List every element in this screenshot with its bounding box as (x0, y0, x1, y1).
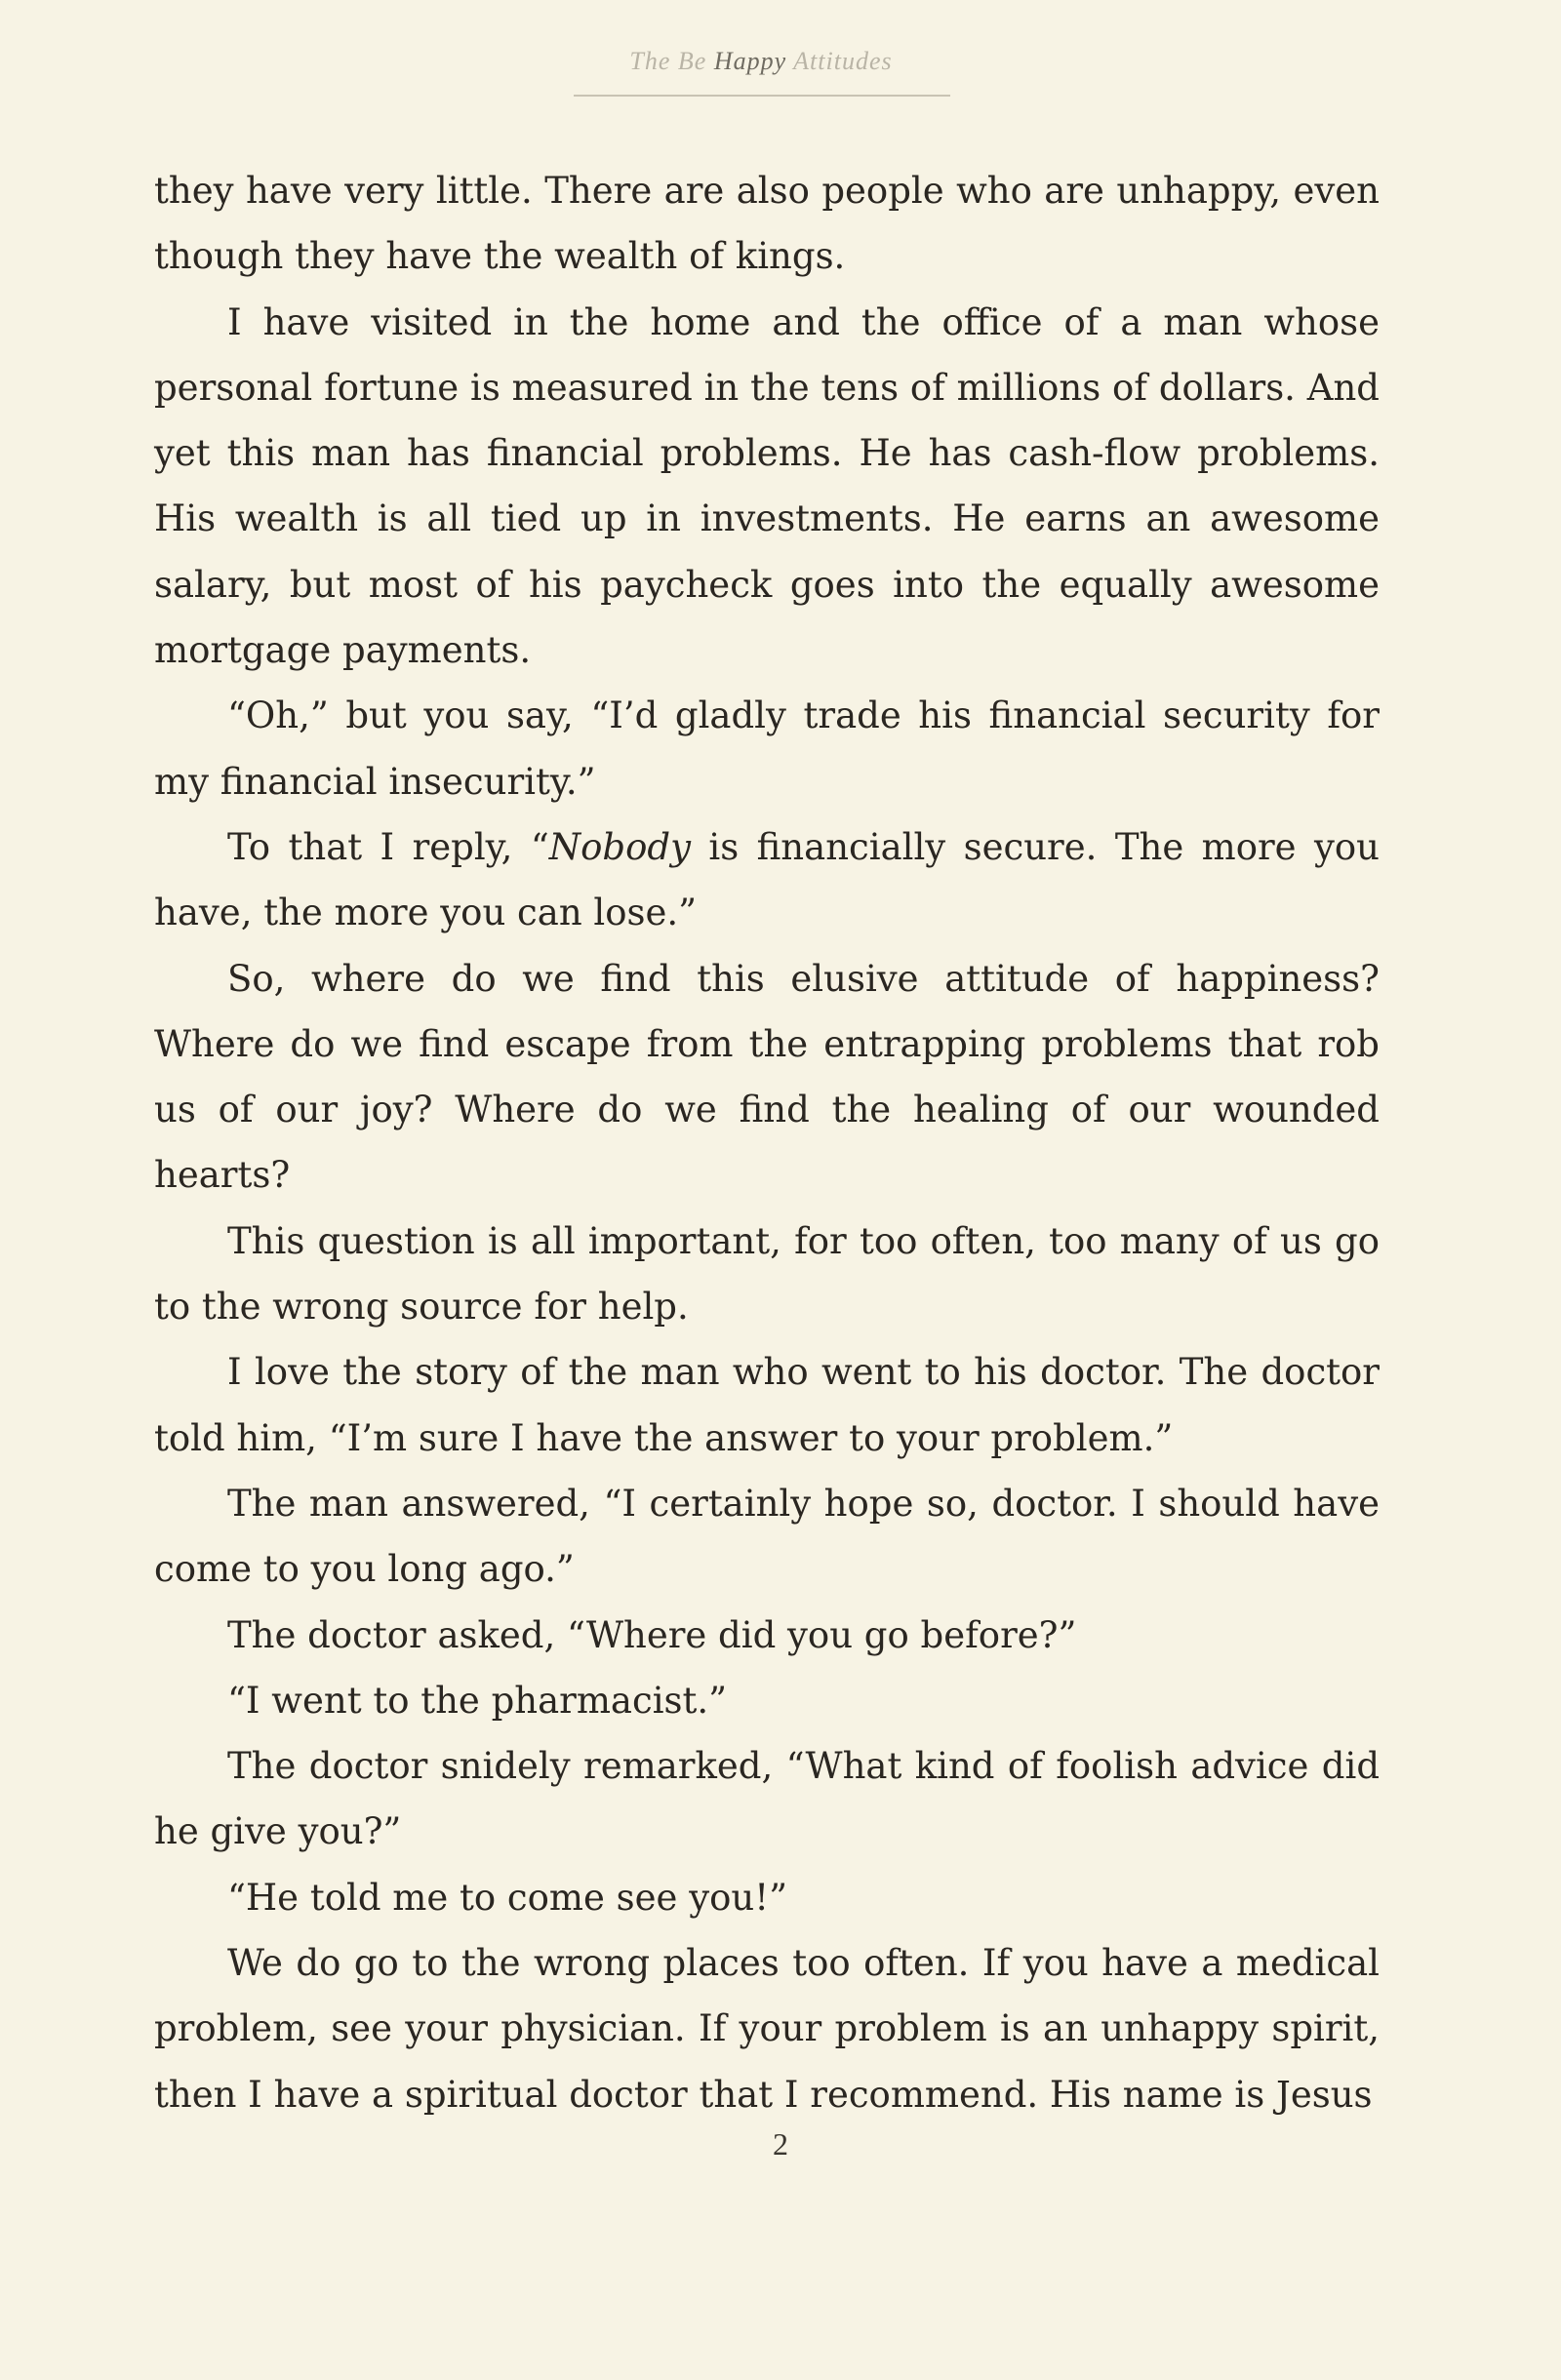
paragraph: The man answered, “I certainly hope so, doctor. I should have come to you long ago.” (154, 1482, 1380, 1591)
paragraph: So, where do we find this elusive attitude of happiness? Where do we find escape from the entrapping problems that rob us of our joy? Where do we find the healing of our wounded hearts? (154, 957, 1380, 1197)
paragraph: “Oh,” but you say, “I’d gladly trade his financial security for my financial insecurity.” (154, 694, 1380, 803)
running-head-pre: The Be (629, 47, 714, 75)
paragraph: they have very little. There are also people who are unhappy, even though they have the wealth of kings. (154, 170, 1380, 278)
paragraph-text: To that I reply, “ (227, 825, 549, 868)
paragraph: I have visited in the home and the office of a man whose personal fortune is measured in the tens of millions of dollars. And yet this man has financial problems. He has cash-flow problems. His wealth is all tied up in investments. He earns an awesome salary, but most of his paycheck goes into the equally awesome mortgage payments. (154, 300, 1380, 672)
paragraph (154, 814, 1380, 946)
running-head-emphasis: Happy (713, 47, 787, 75)
running-head-rule (574, 95, 950, 97)
paragraph-text: is financially secure. The more you have, the more you can lose.” (154, 825, 1381, 934)
paragraph: “He told me to come see you!” (227, 1876, 787, 1919)
paragraph: The doctor snidely remarked, “What kind of foolish advice did he give you?” (154, 1745, 1380, 1853)
paragraph: The doctor asked, “Where did you go before?” (227, 1613, 1077, 1656)
emphasized-word: Nobody (548, 825, 691, 868)
paragraph: We do go to the wrong places too often. If you have a medical problem, see your physician. If your problem is an unhappy spirit, then I have a spiritual doctor that I recommend. His name is Jesus (154, 1942, 1380, 2116)
page-number: 2 (773, 2126, 788, 2162)
body-text (154, 158, 1380, 2127)
paragraph: “I went to the pharmacist.” (227, 1679, 728, 1722)
paragraph: I love the story of the man who went to his doctor. The doctor told him, “I’m sure I have the answer to your problem.” (154, 1351, 1380, 1459)
running-head (566, 47, 956, 76)
running-head-post: Attitudes (786, 47, 893, 75)
paragraph: This question is all important, for too often, too many of us go to the wrong source for help. (154, 1219, 1380, 1329)
